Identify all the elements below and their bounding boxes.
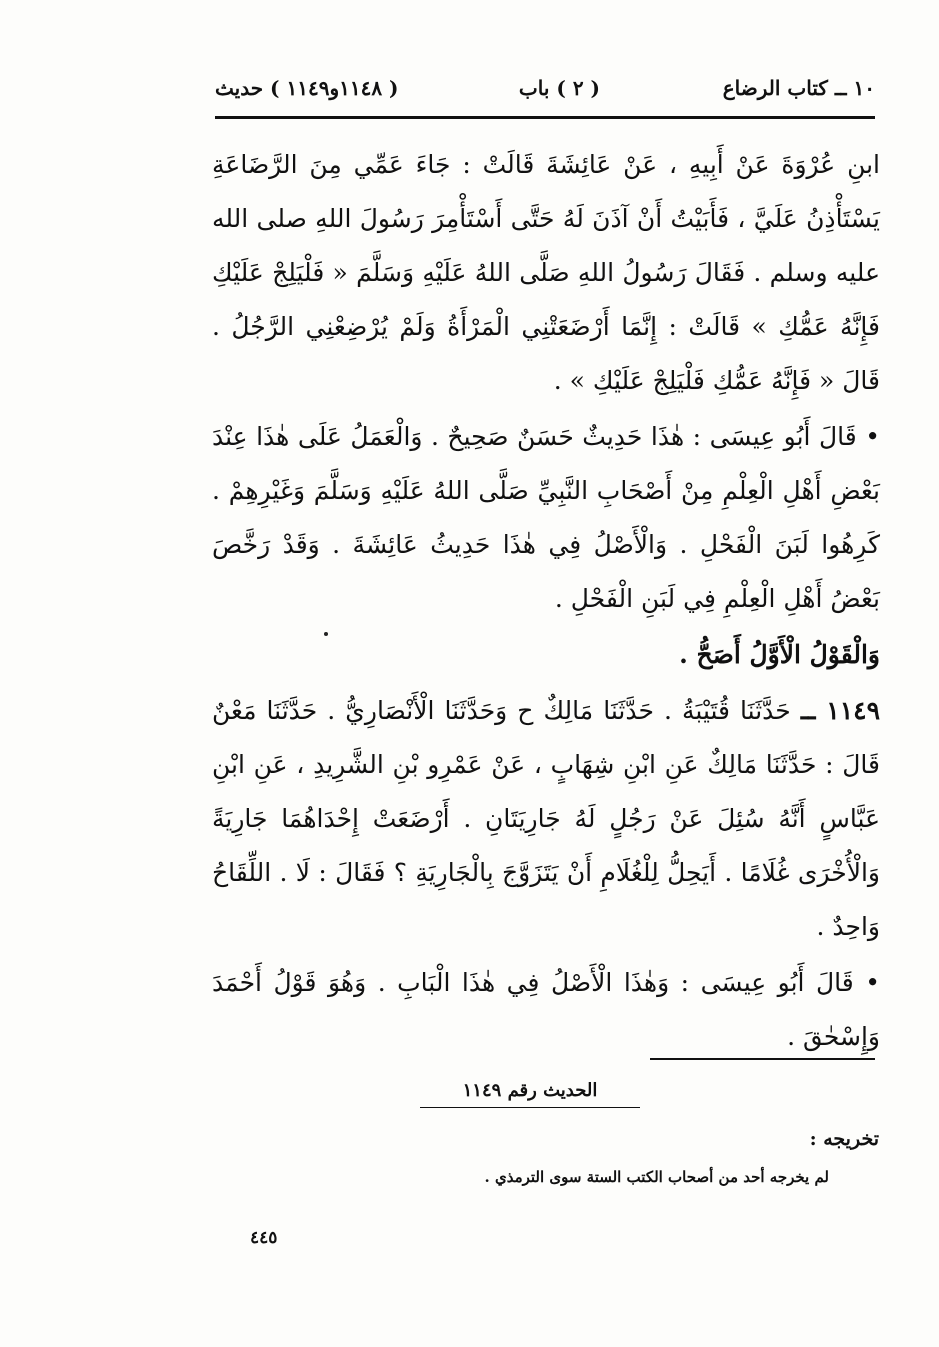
hadith-number: ١١٤٩ ــ [800,696,880,725]
footnote-divider [650,1058,875,1060]
main-text [212,138,880,1064]
paragraph-abu-isa-comment-1: • قَالَ أَبُو عِيسَى : هٰذَا حَدِيثٌ حَسَنٌ صَحِيحٌ . وَالْعَمَلُ عَلَى هٰذَا عِنْدَ بَعْضِ أَهْلِ الْعِلْمِ مِنْ أَصْحَابِ النَّبِيِّ صَلَّى اللهُ عَلَيْهِ وَسَلَّمَ وَغَيْرِهِمْ . كَرِهُوا لَبَنَ الْفَحْلِ . وَالْأَصْلُ فِي هٰذَا حَدِيثُ عَائِشَةَ . وَقَدْ رَخَّصَ بَعْضُ أَهْلِ الْعِلْمِ فِي لَبَنِ الْفَحْلِ . [212,422,880,613]
paragraph-hadith-1149 [212,684,880,954]
bab-label: ( ٢ ) باب [518,76,600,100]
paragraph-hadith-1148: ابنِ عُرْوَةَ عَنْ أَبِيهِ ، عَنْ عَائِشَةَ قَالَتْ : جَاءَ عَمِّي مِنَ الرَّضَاعَةِ يَسْتَأْذِنُ عَلَيَّ ، فَأَبَيْتُ أَنْ آذَنَ لَهُ حَتَّى أَسْتَأْمِرَ رَسُولَ اللهِ صلى الله عليه وسلم . فَقَالَ رَسُولُ اللهِ صَلَّى اللهُ عَلَيْهِ وَسَلَّمَ « فَلْيَلِجْ عَلَيْكِ فَإِنَّهُ عَمُّكِ » قَالَتْ : إِنَّمَا أَرْضَعَتْنِي الْمَرْأَةُ وَلَمْ يُرْضِعْنِي الرَّجُلُ . قَالَ « فَإِنَّهُ عَمُّكِ فَلْيَلِجْ عَلَيْكِ » . [212,150,880,395]
chapter-title: ١٠ ــ كتاب الرضاع [722,76,875,100]
hadith-1149-text: حَدَّثَنَا قُتَيْبَةُ . حَدَّثَنَا مَالِكٌ ح وَحَدَّثَنَا الْأَنْصَارِيُّ . حَدَّثَنَا مَعْنٌ قَالَ : حَدَّثَنَا مَالِكٌ عَنِ ابْنِ شِهَابٍ ، عَنْ عَمْرِو بْنِ الشَّرِيدِ ، عَنِ ابْنِ عَبَّاسٍ أَنَّهُ سُئِلَ عَنْ رَجُلٍ لَهُ جَارِيَتَانِ . أَرْضَعَتْ إِحْدَاهُمَا جَارِيَةً وَالْأُخْرَى غُلَامًا . أَيَحِلُّ لِلْغُلَامِ أَنْ يَتَزَوَّجَ بِالْجَارِيَةِ ؟ فَقَالَ : لَا . اللِّقَاحُ وَاحِدٌ . [212,696,880,941]
stray-dot [324,632,328,636]
header-divider [215,116,875,119]
paragraph-conclusion: وَالْقَوْلُ الْأَوَّلُ أَصَحُّ . [679,640,880,669]
hadith-range: ( ١١٤٨و١١٤٩ ) حديث [215,76,399,100]
running-header [215,70,875,106]
takhrij-label: تخريجه : [809,1128,879,1150]
page-number: ٤٤٥ [250,1228,278,1248]
takhrij-text: لم يخرجه أحد من أصحاب الكتب الستة سوى الترمذي . [484,1168,829,1186]
paragraph-abu-isa-comment-2: • قَالَ أَبُو عِيسَى : وَهٰذَا الْأَصْلُ فِي هٰذَا الْبَابِ . وَهُوَ قَوْلُ أَحْمَدَ وَإِسْحٰقَ . [212,968,880,1051]
footnote-title: الحديث رقم ١١٤٩ [420,1080,640,1108]
